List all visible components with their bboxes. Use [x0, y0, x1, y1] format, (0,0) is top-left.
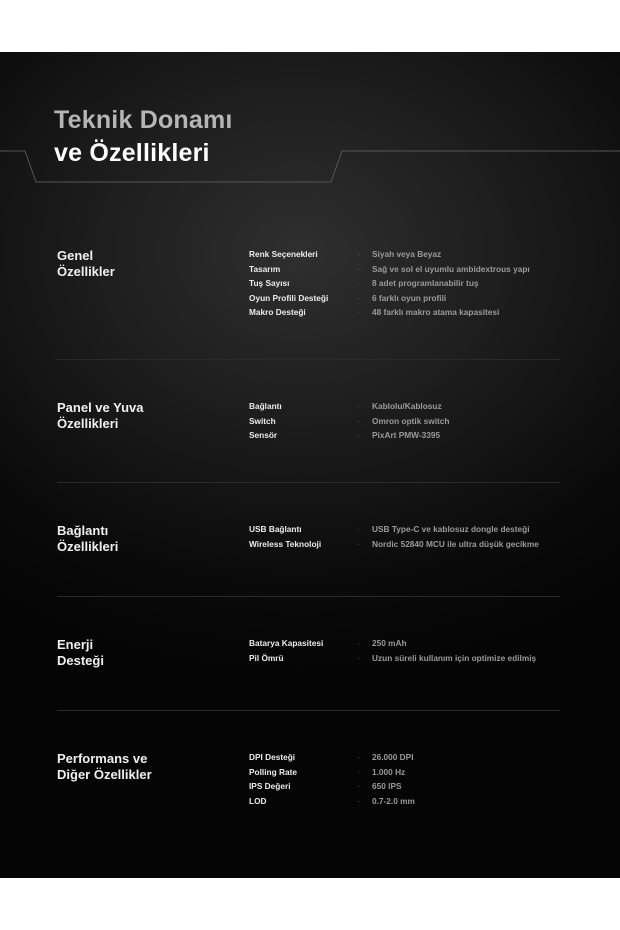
- spec-list: [249, 523, 569, 552]
- spec-list: [249, 400, 569, 444]
- section-title-line: Özellikleri: [57, 539, 119, 554]
- bullet-icon: ·: [357, 638, 360, 648]
- spec-label: Bağlantı: [249, 401, 282, 411]
- spec-label: Tuş Sayısı: [249, 278, 290, 288]
- spec-row: [249, 400, 569, 415]
- spec-row: [249, 637, 569, 652]
- section-title-line: Enerji: [57, 637, 94, 652]
- section-title: [57, 751, 227, 783]
- bullet-icon: ·: [357, 263, 360, 274]
- spec-value: 1.000 Hz: [372, 766, 406, 777]
- spec-label: IPS Değeri: [249, 781, 291, 791]
- bullet-icon: ·: [357, 538, 360, 549]
- spec-list: [249, 248, 569, 321]
- page-title-line-2: ve Özellikleri: [54, 139, 210, 167]
- section-title-line: Performans ve: [57, 751, 148, 766]
- spec-value: 0.7-2.0 mm: [372, 795, 415, 806]
- spec-label: Batarya Kapasitesi: [249, 638, 324, 648]
- spec-row: [249, 306, 569, 321]
- spec-value: 250 mAh: [372, 638, 407, 648]
- section-title: [57, 400, 227, 432]
- spec-value: Sağ ve sol el uyumlu ambidextrous yapı: [372, 263, 530, 274]
- spec-row: [249, 523, 569, 538]
- spec-label: Sensör: [249, 430, 278, 440]
- spec-label: Renk Seçenekleri: [249, 249, 318, 259]
- spec-label: Switch: [249, 415, 276, 426]
- section-title: [57, 637, 227, 669]
- spec-list: [249, 751, 569, 809]
- spec-value: 48 farklı makro atama kapasitesi: [372, 307, 500, 317]
- page-title: [54, 104, 233, 170]
- section-title-line: Desteği: [57, 653, 104, 668]
- section-title: [57, 248, 227, 280]
- spec-label: USB Bağlantı: [249, 524, 302, 534]
- spec-row: [249, 766, 569, 781]
- bullet-icon: ·: [357, 524, 360, 534]
- spec-label: Tasarım: [249, 263, 281, 274]
- spec-row: [249, 429, 569, 444]
- spec-label: DPI Desteği: [249, 752, 296, 762]
- bullet-icon: ·: [357, 278, 360, 288]
- spec-label: Oyun Profili Desteği: [249, 292, 329, 303]
- bullet-icon: ·: [357, 752, 360, 762]
- spec-row: [249, 538, 569, 553]
- bullet-icon: ·: [357, 766, 360, 777]
- bullet-icon: ·: [357, 430, 360, 440]
- section-title-line: Bağlantı: [57, 523, 109, 538]
- bullet-icon: ·: [357, 401, 360, 411]
- spec-row: [249, 780, 569, 795]
- spec-value: 26.000 DPI: [372, 752, 414, 762]
- spec-row: [249, 795, 569, 810]
- spec-label: Polling Rate: [249, 766, 297, 777]
- spec-value: Uzun süreli kullanım için optimize edilmiş: [372, 652, 537, 663]
- spec-value: USB Type-C ve kablosuz dongle desteği: [372, 524, 530, 534]
- section-divider: [57, 482, 560, 483]
- spec-row: [249, 415, 569, 430]
- spec-row: [249, 292, 569, 307]
- section-title: [57, 523, 227, 555]
- spec-label: Wireless Teknoloji: [249, 538, 322, 549]
- spec-row: [249, 263, 569, 278]
- spec-value: Nordic 52840 MCU ile ultra düşük gecikme: [372, 538, 539, 549]
- section-title-line: Özellikler: [57, 264, 115, 279]
- bullet-icon: ·: [357, 307, 360, 317]
- spec-list: [249, 637, 569, 666]
- bullet-icon: ·: [357, 652, 360, 663]
- spec-value: Siyah veya Beyaz: [372, 249, 442, 259]
- spec-row: [249, 277, 569, 292]
- section-divider: [57, 596, 560, 597]
- spec-value: PixArt PMW-3395: [372, 430, 441, 440]
- spec-label: Makro Desteği: [249, 307, 306, 317]
- section-title-line: Genel: [57, 248, 94, 263]
- section-title-line: Özellikleri: [57, 416, 119, 431]
- bullet-icon: ·: [357, 795, 360, 806]
- bullet-icon: ·: [357, 292, 360, 303]
- spec-value: 650 IPS: [372, 781, 402, 791]
- section-divider: [57, 710, 560, 711]
- section-title-line: Panel ve Yuva: [57, 400, 144, 415]
- spec-row: [249, 248, 569, 263]
- bullet-icon: ·: [357, 781, 360, 791]
- page-title-line-1: Teknik Donamı: [54, 106, 233, 134]
- section-title-line: Diğer Özellikler: [57, 767, 152, 782]
- bullet-icon: ·: [357, 415, 360, 426]
- spec-label: Pil Ömrü: [249, 652, 284, 663]
- spec-value: Omron optik switch: [372, 415, 450, 426]
- section-divider: [57, 359, 560, 360]
- spec-value: 8 adet programlanabilir tuş: [372, 278, 479, 288]
- spec-row: [249, 751, 569, 766]
- spec-value: Kablolu/Kablosuz: [372, 401, 442, 411]
- spec-panel: [0, 52, 620, 878]
- spec-label: LOD: [249, 795, 267, 806]
- spec-value: 6 farklı oyun profili: [372, 292, 447, 303]
- spec-row: [249, 652, 569, 667]
- bullet-icon: ·: [357, 249, 360, 259]
